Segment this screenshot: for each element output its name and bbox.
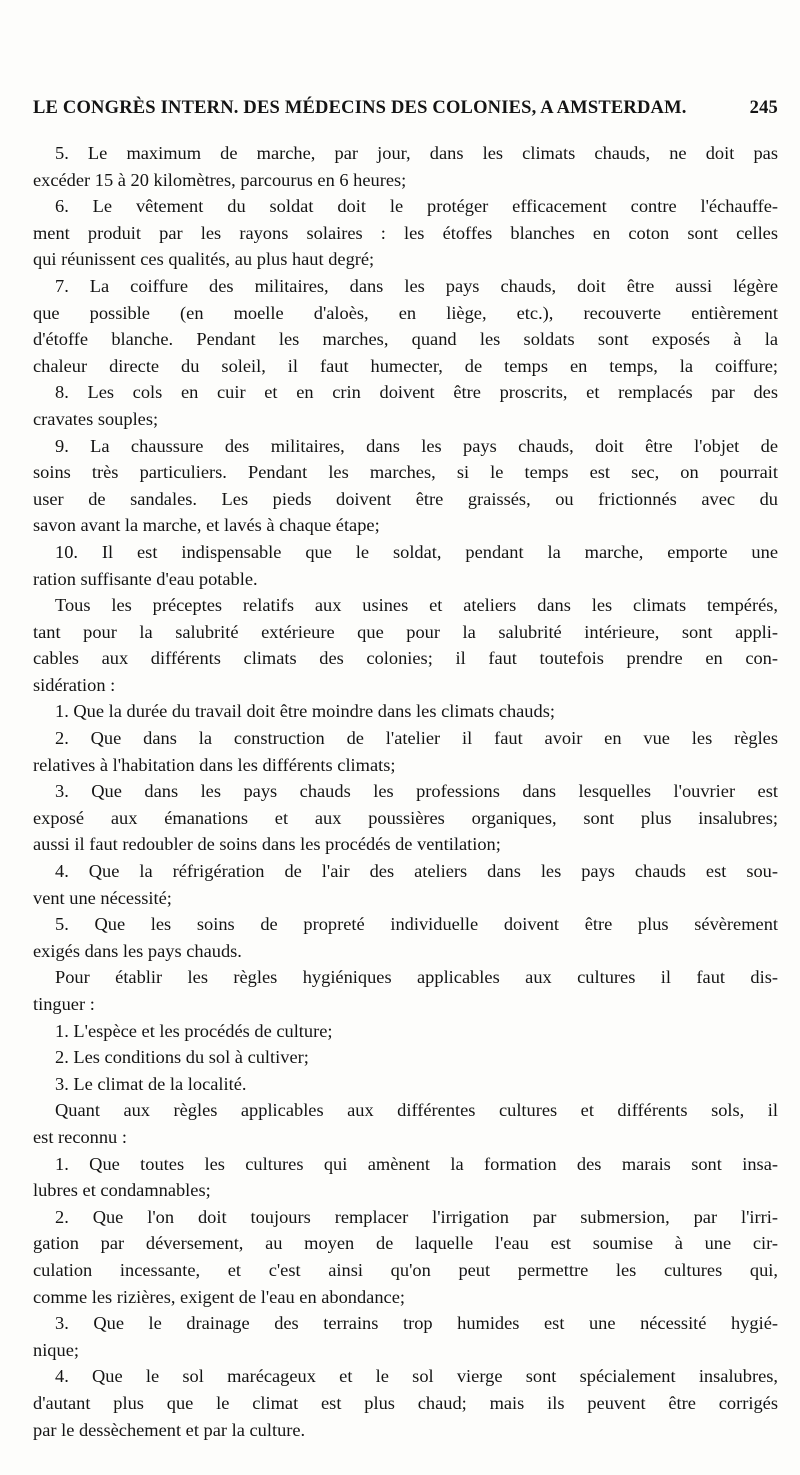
text-line: 1. Que la durée du travail doit être moindre dans les climats chauds; <box>55 701 555 722</box>
text-line: comme les rizières, exigent de l'eau en abondance; <box>33 1286 405 1307</box>
running-header <box>33 98 778 119</box>
text-line: 9. La chaussure des militaires, dans les pays chauds, doit être l'objet de <box>55 435 778 456</box>
body-text <box>33 140 778 1443</box>
text-line: lubres et condamnables; <box>33 1180 211 1201</box>
text-line: 7. La coiffure des militaires, dans les pays chauds, doit être aussi légère <box>55 275 778 296</box>
text-line: 8. Les cols en cuir et en crin doivent être proscrits, et remplacés par des <box>55 382 778 403</box>
text-line: Quant aux règles applicables aux différentes cultures et différents sols, il <box>55 1100 778 1121</box>
text-line: d'étoffe blanche. Pendant les marches, quand les soldats sont exposés à la <box>33 329 778 350</box>
page-number: 245 <box>749 98 778 118</box>
text-line: nique; <box>33 1339 79 1360</box>
text-line: tinguer : <box>33 994 95 1014</box>
text-line: est reconnu : <box>33 1126 127 1147</box>
text-line: qui réunissent ces qualités, au plus haut degré; <box>33 249 375 270</box>
text-line: 2. Les conditions du sol à cultiver; <box>55 1047 309 1068</box>
text-line: savon avant la marche, et lavés à chaque étape; <box>33 515 380 536</box>
text-line: cravates souples; <box>33 408 159 429</box>
text-line: exigés dans les pays chauds. <box>33 940 242 961</box>
text-line: 2. Que dans la construction de l'atelier il faut avoir en vue les règles <box>55 728 778 749</box>
text-line: 3. Que le drainage des terrains trop humides est une nécessité hygié- <box>55 1313 778 1334</box>
text-line: user de sandales. Les pieds doivent être graissés, ou frictionnés avec du <box>33 488 778 509</box>
text-line: cables aux différents climats des colonies; il faut toutefois prendre en con- <box>33 648 778 669</box>
text-line: ment produit par les rayons solaires : les étoffes blanches en coton sont celles <box>33 222 778 243</box>
text-line: d'autant plus que le climat est plus chaud; mais ils peuvent être corrigés <box>33 1392 778 1413</box>
text-line: ration suffisante d'eau potable. <box>33 568 258 589</box>
text-line: exposé aux émanations et aux poussières organiques, sont plus insalubres; <box>33 807 778 828</box>
text-line: 1. Que toutes les cultures qui amènent la formation des marais sont insa- <box>55 1153 778 1174</box>
text-line: sidération : <box>33 674 116 695</box>
running-title: LE CONGRÈS INTERN. DES MÉDECINS DES COLONIES, A AMSTERDAM. <box>33 98 687 118</box>
text-line: excéder 15 à 20 kilomètres, parcourus en 6 heures; <box>33 169 407 190</box>
text-line: Pour établir les règles hygiéniques applicables aux cultures il faut dis- <box>55 967 778 988</box>
text-line: aussi il faut redoubler de soins dans les procédés de ventilation; <box>33 834 501 855</box>
text-line: 4. Que le sol marécageux et le sol vierge sont spécialement insalubres, <box>55 1366 778 1387</box>
text-line: 2. Que l'on doit toujours remplacer l'irrigation par submersion, par l'irri- <box>55 1206 778 1227</box>
text-line: vent une nécessité; <box>33 887 172 908</box>
text-line: soins très particuliers. Pendant les marches, si le temps est sec, on pourrait <box>33 462 778 483</box>
text-line: 6. Le vêtement du soldat doit le protéger efficacement contre l'échauffe- <box>55 196 778 217</box>
text-line: 1. L'espèce et les procédés de culture; <box>55 1020 333 1041</box>
text-line: 3. Que dans les pays chauds les professions dans lesquelles l'ouvrier est <box>55 781 778 802</box>
text-line: 4. Que la réfrigération de l'air des ateliers dans les pays chauds est sou- <box>55 861 778 882</box>
text-line: Tous les préceptes relatifs aux usines et ateliers dans les climats tempérés, <box>55 595 778 616</box>
text-line: 10. Il est indispensable que le soldat, pendant la marche, emporte une <box>55 541 778 562</box>
text-line: 5. Que les soins de propreté individuelle doivent être plus sévèrement <box>55 914 778 935</box>
text-line: tant pour la salubrité extérieure que pour la salubrité intérieure, sont appli- <box>33 621 778 642</box>
text-line: 5. Le maximum de marche, par jour, dans les climats chauds, ne doit pas <box>55 143 778 163</box>
text-line: que possible (en moelle d'aloès, en liège, etc.), recouverte entièrement <box>33 302 778 323</box>
text-line: 3. Le climat de la localité. <box>55 1073 247 1094</box>
text-line: par le dessèchement et par la culture. <box>33 1419 306 1440</box>
text-line: relatives à l'habitation dans les différents climats; <box>33 754 396 775</box>
text-line: gation par déversement, au moyen de laquelle l'eau est soumise à une cir- <box>33 1233 778 1254</box>
text-line: culation incessante, et c'est ainsi qu'on peut permettre les cultures qui, <box>33 1259 778 1280</box>
text-line: chaleur directe du soleil, il faut humecter, de temps en temps, la coiffure; <box>33 355 778 376</box>
